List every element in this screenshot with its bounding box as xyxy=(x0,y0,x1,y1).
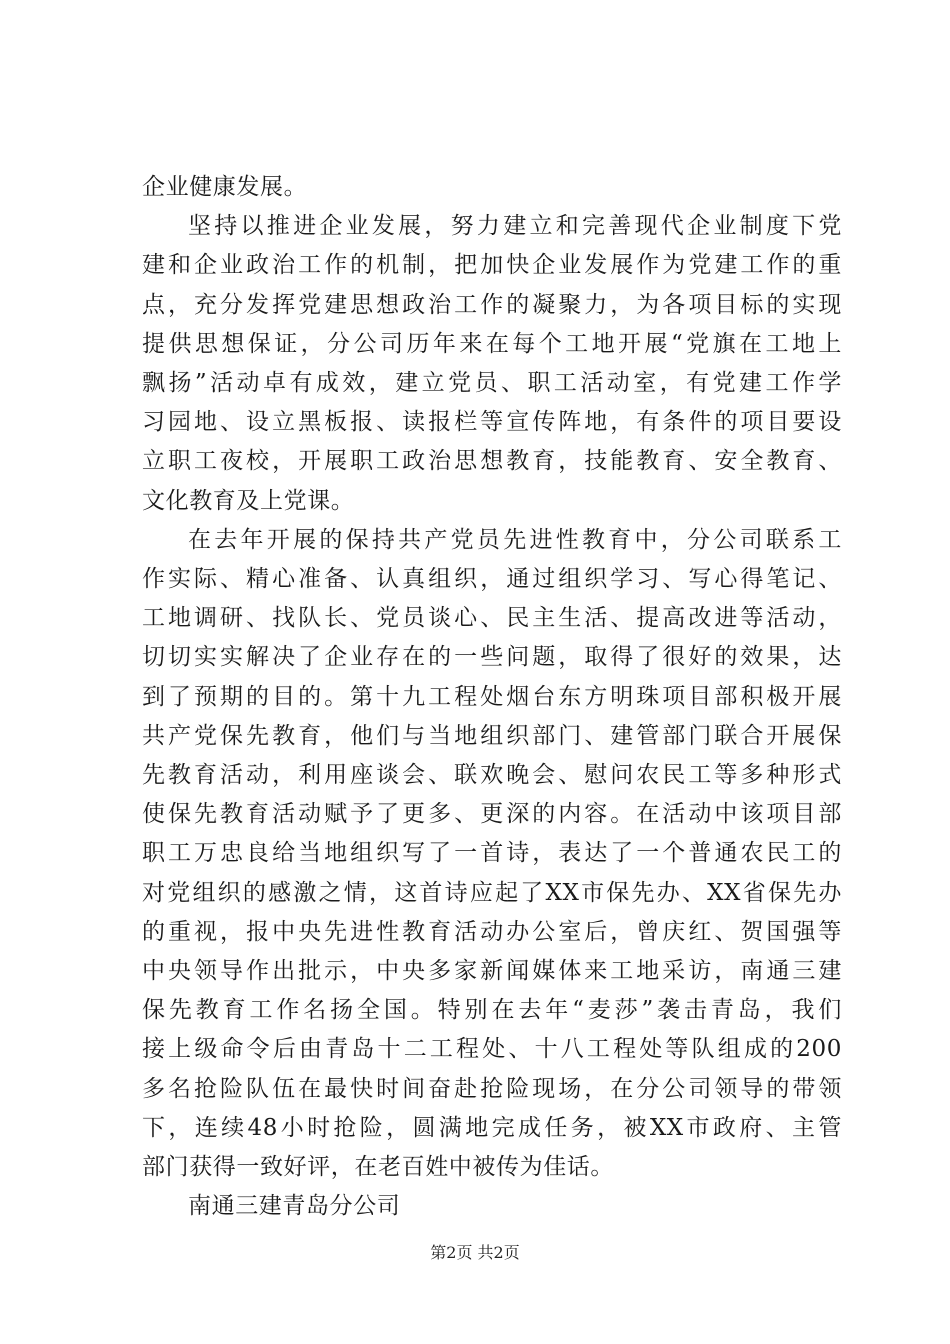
text-line: 共产党保先教育，他们与当地组织部门、建管部门联合开展保 xyxy=(142,722,842,749)
page-footer: 第2页 共2页 xyxy=(430,1243,520,1262)
signature-line: 南通三建青岛分公司 xyxy=(188,1193,401,1220)
text-line: 文化教育及上党课。 xyxy=(142,487,355,514)
text-line: 接上级命令后由青岛十二工程处、十八工程处等队组成的200 xyxy=(142,1036,842,1063)
text-line: 中央领导作出批示，中央多家新闻媒体来工地采访，南通三建 xyxy=(142,958,842,985)
text-line: 在去年开展的保持共产党员先进性教育中，分公司联系工 xyxy=(188,526,842,553)
text-line: 先教育活动，利用座谈会、联欢晚会、慰问农民工等多种形式 xyxy=(142,762,842,789)
text-line: 下，连续48小时抢险，圆满地完成任务，被XX市政府、主管 xyxy=(142,1114,842,1141)
text-line: 职工万忠良给当地组织写了一首诗，表达了一个普通农民工的 xyxy=(142,840,842,867)
text-line: 立职工夜校，开展职工政治思想教育，技能教育、安全教育、 xyxy=(142,448,842,475)
text-line: 对党组织的感激之情，这首诗应起了XX市保先办、XX省保先办 xyxy=(142,879,842,906)
text-line: 点，充分发挥党建思想政治工作的凝聚力，为各项目标的实现 xyxy=(142,291,842,318)
text-line: 提供思想保证，分公司历年来在每个工地开展“党旗在工地上 xyxy=(142,330,842,357)
text-line: 的重视，报中央先进性教育活动办公室后，曾庆红、贺国强等 xyxy=(142,918,842,945)
text-line: 保先教育工作名扬全国。特别在去年“麦莎”袭击青岛，我们 xyxy=(142,997,842,1024)
text-line: 多名抢险队伍在最快时间奋赴抢险现场，在分公司领导的带领 xyxy=(142,1075,842,1102)
text-line: 使保先教育活动赋予了更多、更深的内容。在活动中该项目部 xyxy=(142,801,842,828)
text-line: 企业健康发展。 xyxy=(142,174,308,200)
text-line: 到了预期的目的。第十九工程处烟台东方明珠项目部积极开展 xyxy=(142,683,842,710)
text-line: 飘扬”活动卓有成效，建立党员、职工活动室，有党建工作学 xyxy=(142,370,842,397)
text-line: 坚持以推进企业发展，努力建立和完善现代企业制度下党 xyxy=(188,213,842,240)
text-line: 建和企业政治工作的机制，把加快企业发展作为党建工作的重 xyxy=(142,252,842,279)
text-line: 部门获得一致好评，在老百姓中被传为佳话。 xyxy=(142,1154,614,1181)
text-line: 切切实实解决了企业存在的一些问题，取得了很好的效果，达 xyxy=(142,644,842,671)
text-line: 作实际、精心准备、认真组织，通过组织学习、写心得笔记、 xyxy=(142,566,842,593)
text-line: 习园地、设立黑板报、读报栏等宣传阵地，有条件的项目要设 xyxy=(142,409,842,436)
text-line: 工地调研、找队长、党员谈心、民主生活、提高改进等活动， xyxy=(142,605,842,632)
document-body xyxy=(142,168,842,1226)
